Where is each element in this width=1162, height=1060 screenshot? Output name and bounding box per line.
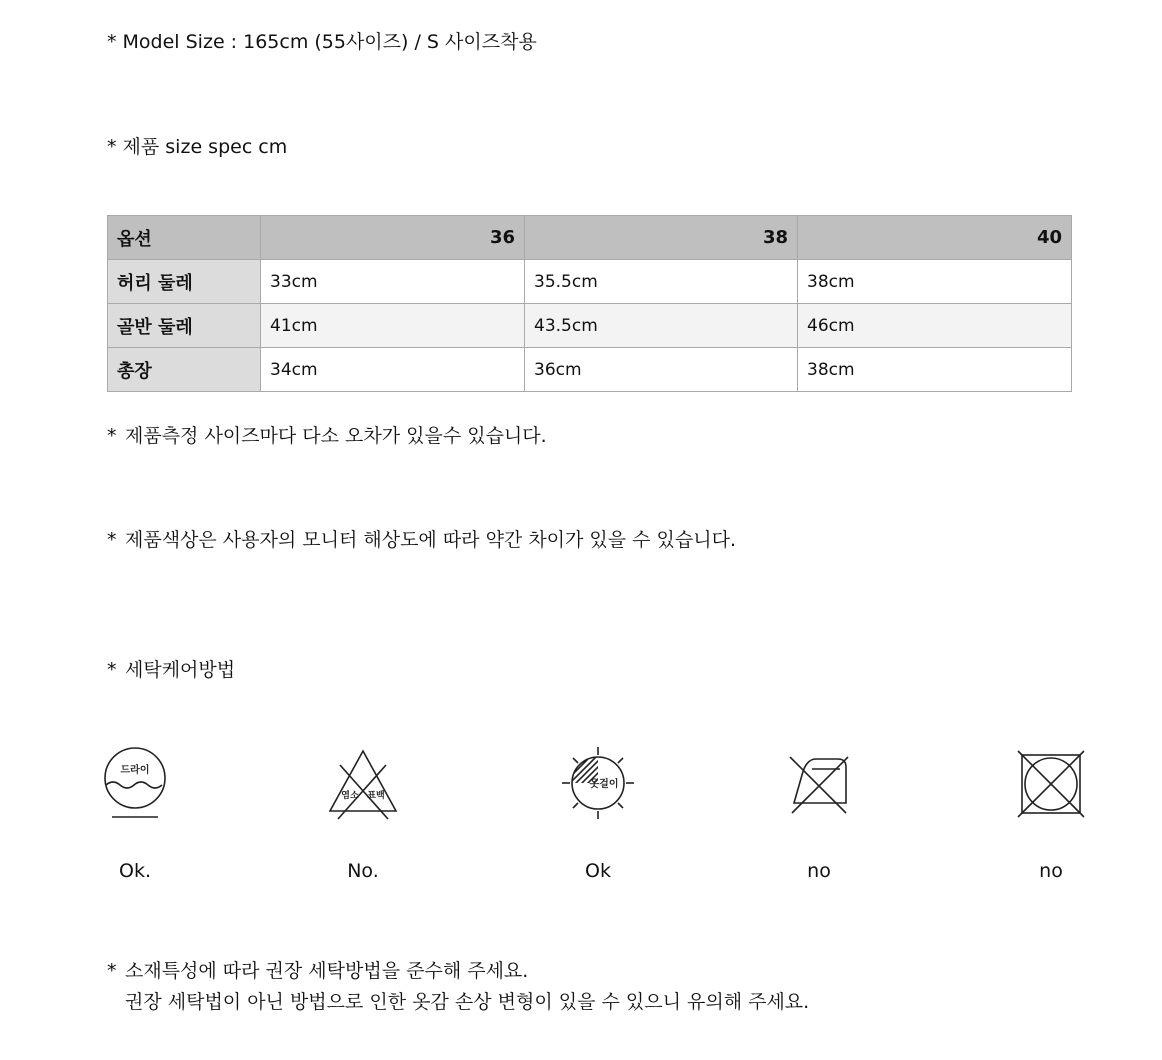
measurement-tolerance-note	[107, 424, 547, 448]
care-label: no	[1039, 860, 1063, 882]
table-cell: 36cm	[525, 348, 798, 392]
dry-clean-icon	[100, 745, 170, 821]
care-note-line1: 소재특성에 따라 권장 세탁방법을 준수해 주세요.	[125, 960, 529, 982]
hang-dry-shade-icon	[560, 745, 636, 821]
table-cell: 46cm	[798, 304, 1072, 348]
bullet-star: *	[107, 659, 117, 681]
care-item-dry-clean	[75, 745, 195, 883]
table-cell: 41cm	[261, 304, 525, 348]
care-heading-text: 세탁케어방법	[125, 659, 236, 681]
bullet-star: *	[107, 425, 117, 447]
icon-text: 드라이	[120, 765, 150, 776]
icon-text: 옷걸이	[589, 779, 619, 790]
bullet-star: *	[107, 529, 117, 551]
row-label: 총장	[108, 348, 261, 392]
table-header-size: 38	[525, 216, 798, 260]
care-item-hang-dry	[538, 745, 658, 883]
care-label: Ok.	[119, 860, 151, 882]
table-row	[108, 304, 1072, 348]
no-iron-icon	[784, 745, 854, 821]
table-cell: 43.5cm	[525, 304, 798, 348]
care-label: Ok	[585, 860, 611, 882]
table-header-option: 옵션	[108, 216, 261, 260]
care-label: no	[807, 860, 831, 882]
table-cell: 38cm	[798, 348, 1072, 392]
care-instruction-note	[107, 956, 809, 1018]
table-cell: 35.5cm	[525, 260, 798, 304]
table-header-size: 36	[261, 216, 525, 260]
model-size-note: * Model Size : 165cm (55사이즈) / S 사이즈착용	[107, 31, 537, 53]
table-cell: 33cm	[261, 260, 525, 304]
care-heading	[107, 658, 235, 682]
note-text: 제품측정 사이즈마다 다소 오차가 있을수 있습니다.	[125, 425, 547, 447]
row-label: 허리 둘레	[108, 260, 261, 304]
table-row	[108, 260, 1072, 304]
table-cell: 34cm	[261, 348, 525, 392]
table-header-row	[108, 216, 1072, 260]
no-bleach-icon	[326, 745, 400, 821]
color-variance-note	[107, 528, 736, 552]
bullet-star: *	[107, 960, 117, 982]
size-spec-table	[107, 215, 1072, 392]
row-label: 골반 둘레	[108, 304, 261, 348]
note-text: 제품색상은 사용자의 모니터 해상도에 따라 약간 차이가 있을 수 있습니다.	[125, 529, 737, 551]
icon-text: 표백	[367, 791, 385, 801]
size-spec-heading: * 제품 size spec cm	[107, 136, 288, 158]
table-cell: 38cm	[798, 260, 1072, 304]
care-item-no-bleach	[303, 745, 423, 883]
care-note-line2: 권장 세탁법이 아닌 방법으로 인한 옷감 손상 변형이 있을 수 있으니 유의해 주세요.	[125, 991, 810, 1013]
care-label: No.	[347, 860, 379, 882]
no-tumble-dry-icon	[1016, 745, 1086, 821]
care-item-no-iron	[759, 745, 879, 883]
icon-text: 염소	[341, 791, 359, 801]
table-row	[108, 348, 1072, 392]
care-item-no-tumble-dry	[991, 745, 1111, 883]
table-header-size: 40	[798, 216, 1072, 260]
